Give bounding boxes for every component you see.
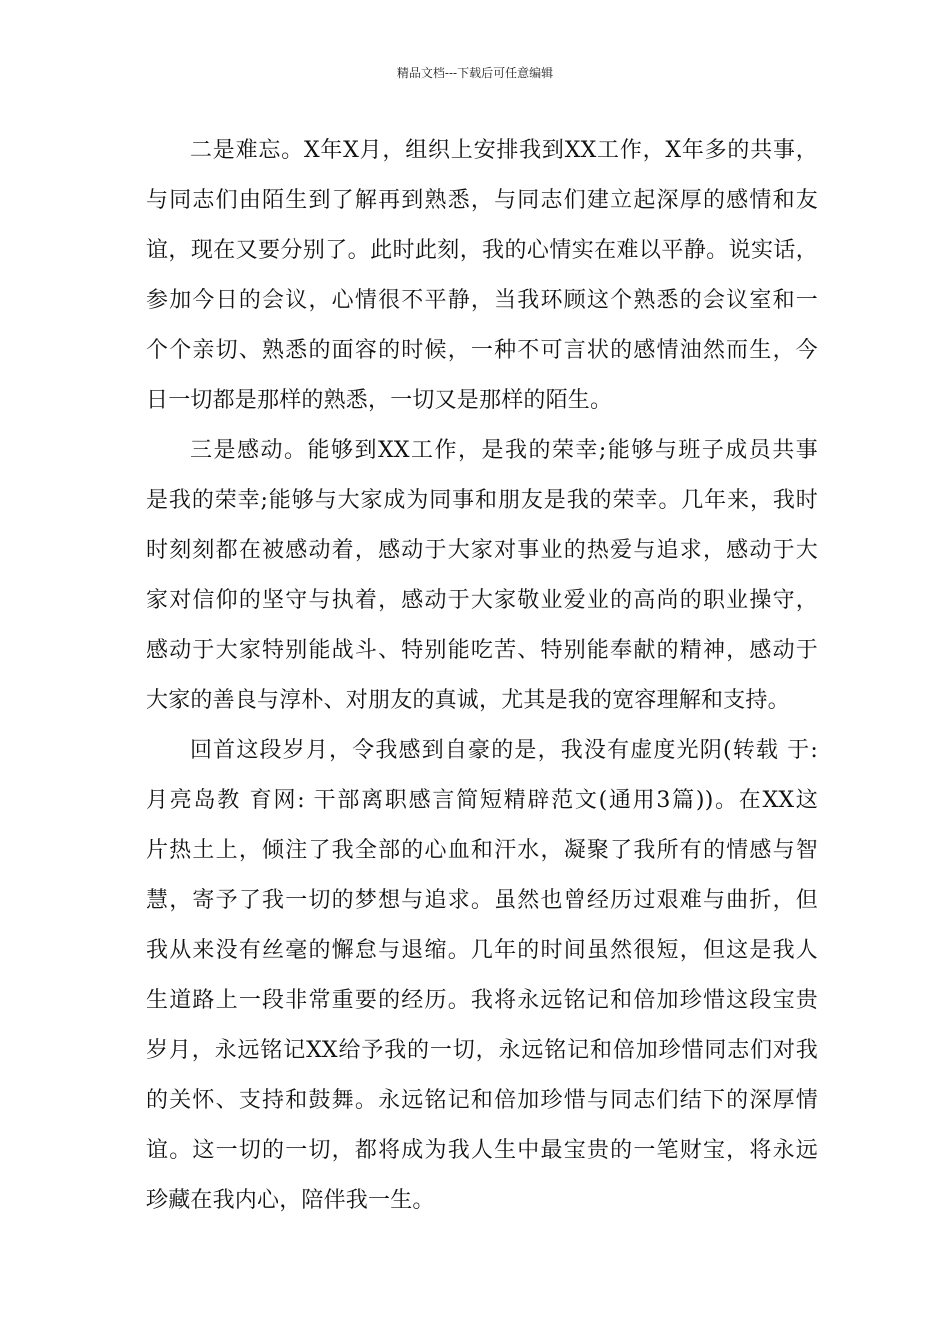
text-line: 的关怀、支持和鼓舞。永远铭记和倍加珍惜与同志们结下的深厚情	[146, 1088, 818, 1113]
paragraph-unforgettable	[146, 126, 818, 426]
text-line: 生道路上一段非常重要的经历。我将永远铭记和倍加珍惜这段宝贵	[146, 988, 818, 1013]
text-line: 是我的荣幸;能够与大家成为同事和朋友是我的荣幸。几年来，我时	[146, 488, 818, 513]
text-line: 与同志们由陌生到了解再到熟悉，与同志们建立起深厚的感情和友	[146, 188, 818, 213]
text-line: 我从来没有丝毫的懈怠与退缩。几年的时间虽然很短，但这是我人	[146, 938, 818, 963]
text-line: 三是感动。能够到XX工作，是我的荣幸;能够与班子成员共事	[190, 438, 818, 463]
text-line: 家对信仰的坚守与执着，感动于大家敬业爱业的高尚的职业操守，	[146, 588, 818, 613]
text-line: 月亮岛教 育网: 干部离职感言简短精辟范文(通用3篇))。在XX这	[146, 788, 818, 813]
text-line: 岁月，永远铭记XX给予我的一切，永远铭记和倍加珍惜同志们对我	[146, 1038, 818, 1063]
text-line: 时刻刻都在被感动着，感动于大家对事业的热爱与追求，感动于大	[146, 538, 818, 563]
text-line: 回首这段岁月，令我感到自豪的是，我没有虚度光阴(转载 于:	[190, 738, 818, 763]
text-line: 个个亲切、熟悉的面容的时候，一种不可言状的感情油然而生，今	[146, 338, 818, 363]
paragraph-moved	[146, 426, 818, 726]
text-line: 大家的善良与淳朴、对朋友的真诚，尤其是我的宽容理解和支持。	[146, 688, 790, 713]
text-line: 感动于大家特别能战斗、特别能吃苦、特别能奉献的精神，感动于	[146, 638, 818, 663]
text-line: 谊，现在又要分别了。此时此刻，我的心情实在难以平静。说实话，	[146, 238, 818, 263]
text-line: 慧，寄予了我一切的梦想与追求。虽然也曾经历过艰难与曲折，但	[146, 888, 818, 913]
text-line: 参加今日的会议，心情很不平静，当我环顾这个熟悉的会议室和一	[146, 288, 818, 313]
text-line: 谊。这一切的一切，都将成为我人生中最宝贵的一笔财宝，将永远	[146, 1138, 818, 1163]
document-body	[146, 126, 818, 1226]
text-line: 片热土上，倾注了我全部的心血和汗水，凝聚了我所有的情感与智	[146, 838, 818, 863]
page-header: 精品文档---下载后可任意编辑	[396, 66, 554, 80]
text-line: 二是难忘。X年X月，组织上安排我到XX工作，X年多的共事，	[190, 138, 818, 163]
paragraph-looking-back	[146, 726, 818, 1226]
text-line: 珍藏在我内心，陪伴我一生。	[146, 1188, 435, 1213]
text-line: 日一切都是那样的熟悉，一切又是那样的陌生。	[146, 388, 613, 413]
